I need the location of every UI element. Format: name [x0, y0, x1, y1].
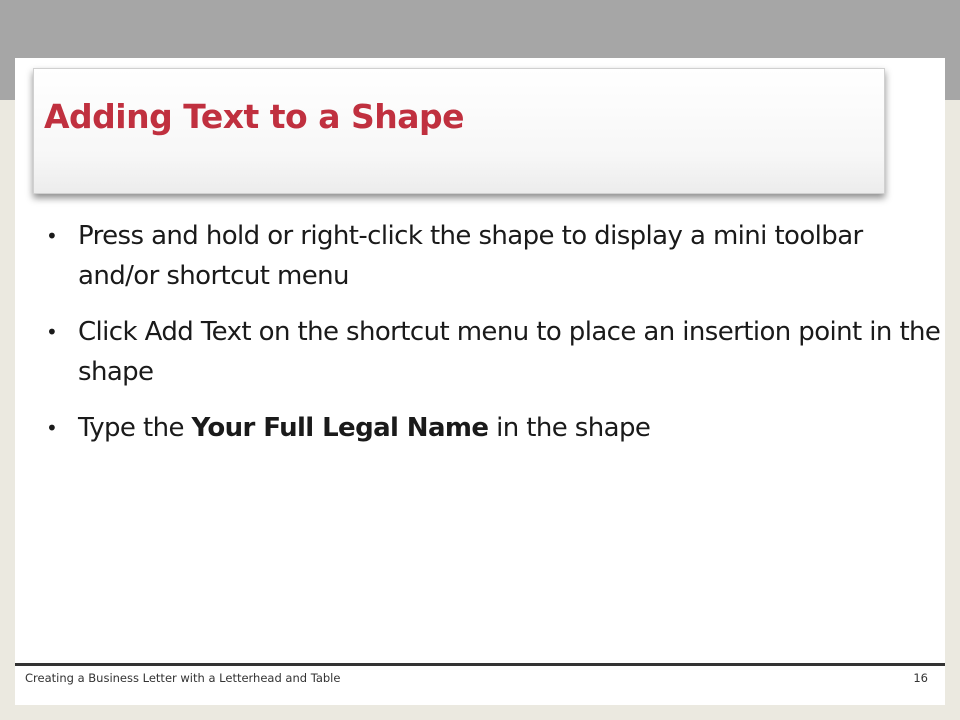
- bullet-text: Click Add Text on the shortcut menu to place an insertion point in the shape: [78, 317, 941, 387]
- bullet-item-3: [37, 408, 949, 448]
- bullet-item-2: [37, 312, 949, 392]
- slide-title: Adding Text to a Shape: [44, 97, 464, 136]
- bullet-icon: •: [46, 224, 58, 248]
- bullet-icon: •: [46, 416, 58, 440]
- bullet-item-1: [37, 216, 949, 296]
- page-number: 16: [913, 671, 928, 685]
- bullet-text: Press and hold or right-click the shape to display a mini toolbar and/or shortcut menu: [78, 221, 863, 291]
- bullet-text-before: Type the: [78, 413, 192, 443]
- bullet-text-after: in the shape: [488, 413, 651, 443]
- slide-panel: [15, 58, 945, 705]
- title-box: [33, 68, 885, 194]
- bullet-icon: •: [46, 320, 58, 344]
- bullet-text-bold: Your Full Legal Name: [191, 413, 489, 443]
- bullet-list: [37, 216, 949, 464]
- footer-divider: [15, 663, 945, 666]
- footer-caption: Creating a Business Letter with a Letterhead and Table: [25, 671, 341, 685]
